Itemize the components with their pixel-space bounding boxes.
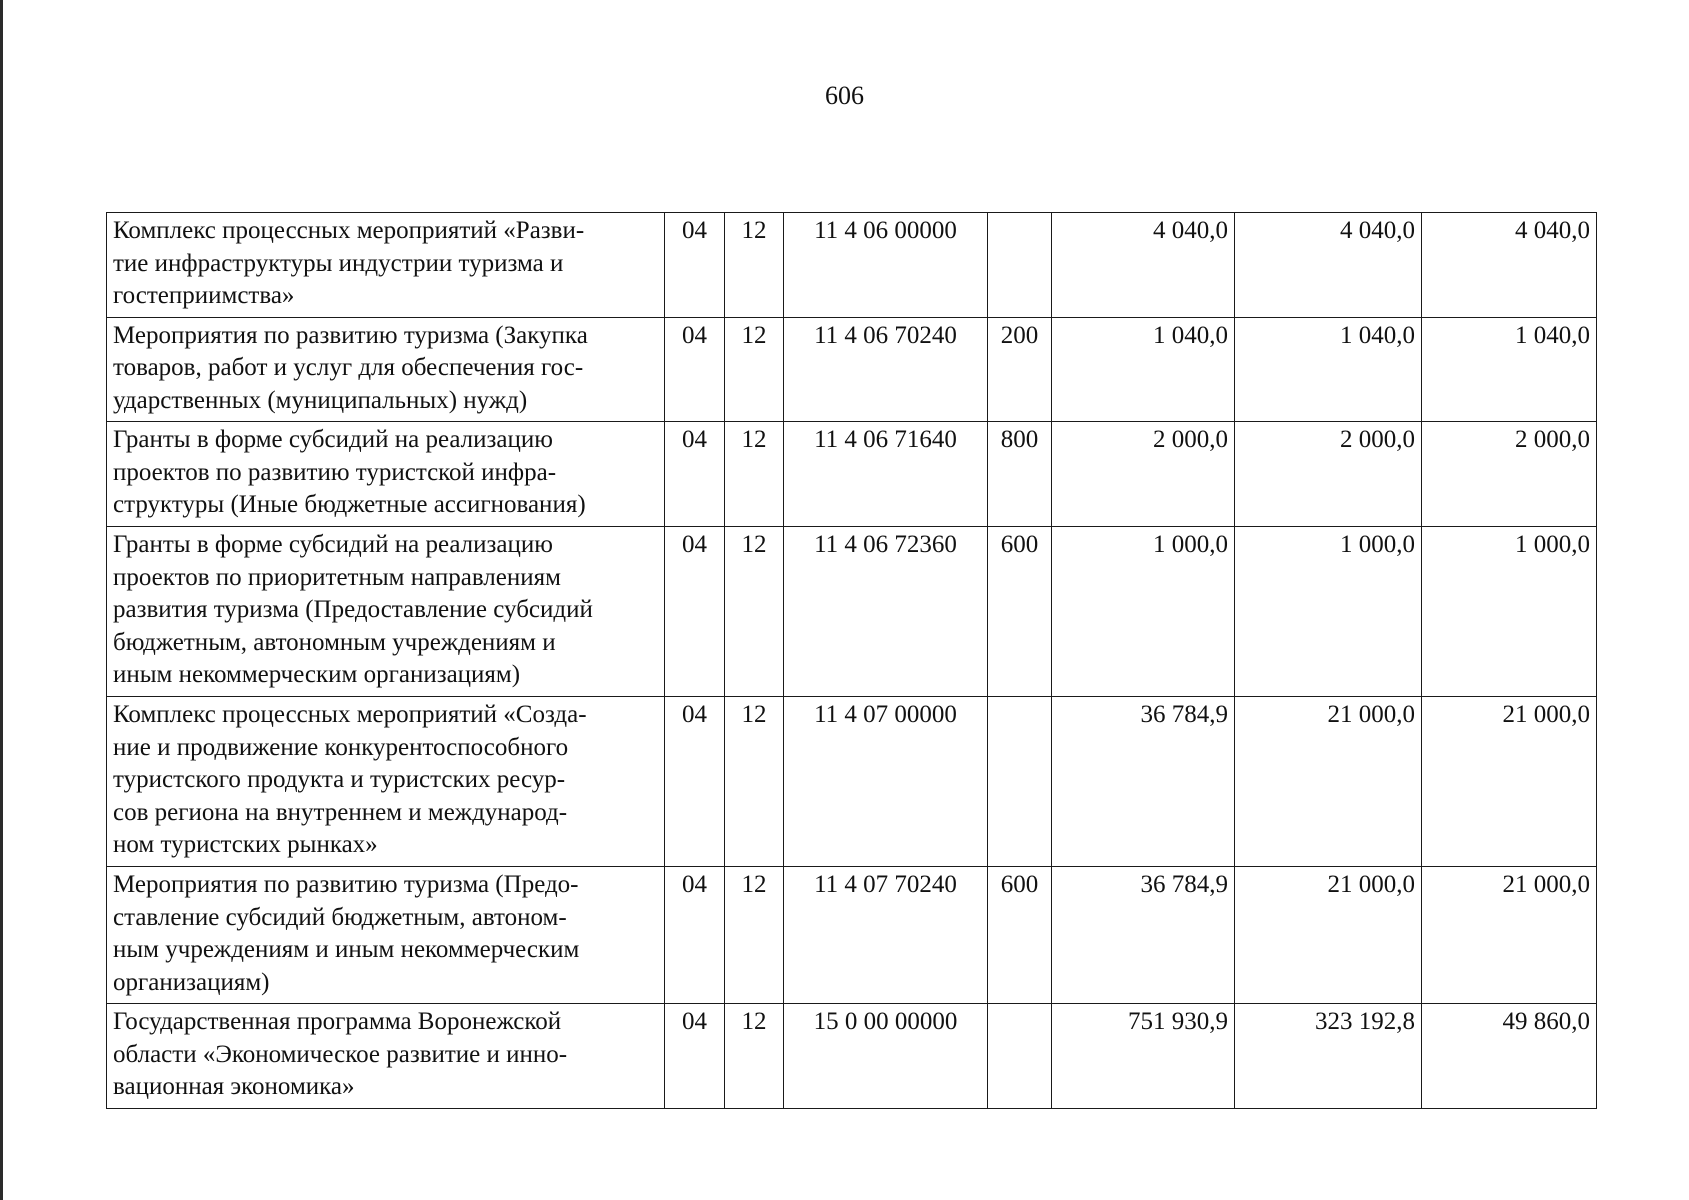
cell-name: [107, 697, 665, 867]
cell-name-line: сов региона на внутреннем и международ-: [113, 798, 568, 826]
cell-section: 04: [665, 527, 725, 697]
cell-amount-1: 1 040,0: [1052, 317, 1235, 422]
table-row: [107, 867, 1597, 1004]
cell-amount-2: 1 040,0: [1235, 317, 1422, 422]
table-row: [107, 697, 1597, 867]
cell-name-line: структуры (Иные бюджетные ассигнования): [113, 491, 586, 518]
cell-expense-type: 600: [988, 527, 1052, 697]
cell-expense-type: 800: [988, 422, 1052, 527]
cell-name-line: проектов по приоритетным направлениям: [113, 563, 561, 591]
table-row: [107, 1004, 1597, 1109]
cell-target-code: 11 4 06 70240: [784, 317, 988, 422]
cell-subsection: 12: [725, 527, 784, 697]
cell-name-line: тие инфраструктуры индустрии туризма и: [113, 249, 564, 277]
cell-amount-3: 21 000,0: [1422, 867, 1597, 1004]
cell-target-code: 11 4 06 00000: [784, 213, 988, 318]
cell-section: 04: [665, 867, 725, 1004]
cell-target-code: 11 4 07 70240: [784, 867, 988, 1004]
cell-subsection: 12: [725, 317, 784, 422]
cell-target-code: 11 4 06 72360: [784, 527, 988, 697]
cell-amount-2: 4 040,0: [1235, 213, 1422, 318]
cell-target-code: 15 0 00 00000: [784, 1004, 988, 1109]
cell-name-line: туристского продукта и туристских ресур-: [113, 766, 566, 793]
cell-amount-1: 751 930,9: [1052, 1004, 1235, 1109]
cell-amount-3: 49 860,0: [1422, 1004, 1597, 1109]
cell-name: [107, 213, 665, 318]
cell-section: 04: [665, 697, 725, 867]
cell-name-line: ние и продвижение конкурентоспособного: [113, 733, 569, 761]
table-row: [107, 213, 1597, 318]
cell-name: [107, 1004, 665, 1109]
cell-name-line: иным некоммерческим организациям): [113, 661, 521, 688]
table-row: [107, 527, 1597, 697]
cell-section: 04: [665, 1004, 725, 1109]
cell-section: 04: [665, 213, 725, 318]
cell-name-line: Гранты в форме субсидий на реализацию: [113, 426, 553, 453]
cell-expense-type: 600: [988, 867, 1052, 1004]
cell-amount-1: 1 000,0: [1052, 527, 1235, 697]
table-row: [107, 422, 1597, 527]
cell-name: [107, 527, 665, 697]
cell-name-line: развития туризма (Предоставление субсидий: [113, 596, 593, 623]
cell-name-line: Комплекс процессных мероприятий «Разви-: [113, 217, 585, 244]
cell-expense-type: [988, 697, 1052, 867]
cell-name-line: ном туристских рынках»: [113, 831, 378, 858]
budget-table: [106, 212, 1597, 1109]
page-number: 606: [825, 81, 864, 110]
cell-name-line: товаров, работ и услуг для обеспечения гос-: [113, 354, 584, 381]
scan-edge-line: [0, 0, 3, 1200]
cell-amount-3: 2 000,0: [1422, 422, 1597, 527]
cell-amount-3: 1 000,0: [1422, 527, 1597, 697]
cell-target-code: 11 4 07 00000: [784, 697, 988, 867]
cell-name-line: ным учреждениям и иным некоммерческим: [113, 936, 580, 963]
cell-amount-3: 1 040,0: [1422, 317, 1597, 422]
table-row: [107, 317, 1597, 422]
cell-subsection: 12: [725, 867, 784, 1004]
cell-name-line: проектов по развитию туристской инфра-: [113, 458, 557, 486]
cell-name-line: гостеприимства»: [113, 282, 295, 309]
cell-amount-2: 323 192,8: [1235, 1004, 1422, 1109]
cell-amount-2: 21 000,0: [1235, 867, 1422, 1004]
cell-name-line: Гранты в форме субсидий на реализацию: [113, 531, 553, 558]
cell-subsection: 12: [725, 422, 784, 527]
cell-amount-2: 2 000,0: [1235, 422, 1422, 527]
cell-name: [107, 867, 665, 1004]
cell-name-line: области «Экономическое развитие и инно-: [113, 1040, 568, 1068]
cell-target-code: 11 4 06 71640: [784, 422, 988, 527]
cell-name-line: организациям): [113, 968, 270, 996]
cell-name-line: Мероприятия по развитию туризма (Предо-: [113, 871, 579, 898]
cell-expense-type: 200: [988, 317, 1052, 422]
cell-name: [107, 422, 665, 527]
cell-amount-2: 1 000,0: [1235, 527, 1422, 697]
cell-name-line: вационная экономика»: [113, 1073, 355, 1100]
cell-amount-3: 21 000,0: [1422, 697, 1597, 867]
cell-amount-2: 21 000,0: [1235, 697, 1422, 867]
cell-name: [107, 317, 665, 422]
cell-name-line: Комплекс процессных мероприятий «Созда-: [113, 701, 587, 728]
cell-name-line: бюджетным, автономным учреждениям и: [113, 628, 556, 656]
cell-expense-type: [988, 213, 1052, 318]
cell-subsection: 12: [725, 1004, 784, 1109]
cell-amount-3: 4 040,0: [1422, 213, 1597, 318]
cell-amount-1: 36 784,9: [1052, 697, 1235, 867]
cell-expense-type: [988, 1004, 1052, 1109]
cell-subsection: 12: [725, 213, 784, 318]
cell-subsection: 12: [725, 697, 784, 867]
cell-section: 04: [665, 317, 725, 422]
cell-name-line: ударственных (муниципальных) нужд): [113, 386, 528, 414]
cell-name-line: ставление субсидий бюджетным, автоном-: [113, 903, 567, 931]
cell-name-line: Государственная программа Воронежской: [113, 1008, 562, 1035]
cell-amount-1: 4 040,0: [1052, 213, 1235, 318]
cell-section: 04: [665, 422, 725, 527]
cell-name-line: Мероприятия по развитию туризма (Закупка: [113, 321, 588, 349]
budget-table-body: [107, 213, 1597, 1109]
cell-amount-1: 2 000,0: [1052, 422, 1235, 527]
cell-amount-1: 36 784,9: [1052, 867, 1235, 1004]
